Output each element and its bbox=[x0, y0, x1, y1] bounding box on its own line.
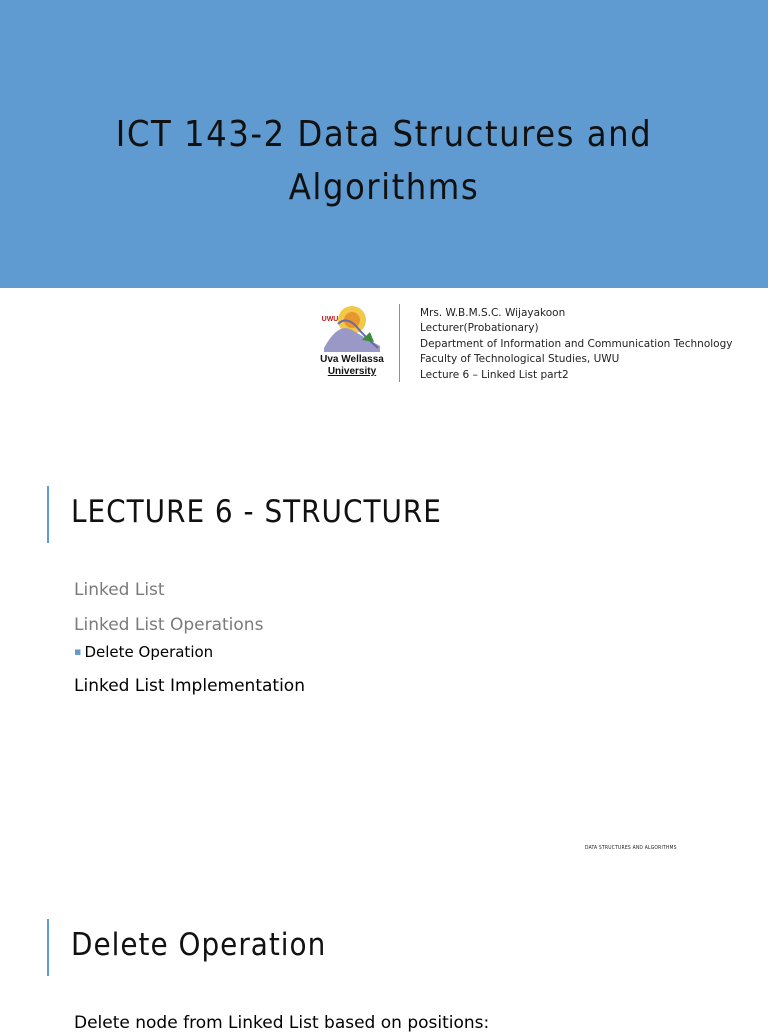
logo-abbreviation: UWU bbox=[321, 316, 339, 323]
logo-name-line-2: University bbox=[327, 366, 377, 377]
author-divider bbox=[399, 304, 400, 382]
author-position: Lecturer(Probationary) bbox=[420, 322, 539, 335]
outline-subitem-label: Delete Operation bbox=[84, 643, 214, 661]
outline-subitem-delete bbox=[74, 643, 213, 661]
slide-title bbox=[0, 108, 768, 214]
delete-operation-body: Delete node from Linked List based on positions: bbox=[74, 1013, 490, 1033]
outline-item-operations: Linked List Operations bbox=[74, 615, 264, 635]
heading-accent-bar bbox=[47, 486, 49, 543]
outline-item-implementation: Linked List Implementation bbox=[74, 676, 305, 696]
square-bullet-icon: ▪ bbox=[74, 645, 82, 658]
slide-title-line-1: ICT 143-2 Data Structures and bbox=[115, 114, 653, 155]
author-name: Mrs. W.B.M.S.C. Wijayakoon bbox=[420, 307, 566, 319]
outline-item-linked-list: Linked List bbox=[74, 580, 165, 600]
heading-accent-bar-2 bbox=[47, 919, 49, 976]
delete-operation-heading: Delete Operation bbox=[71, 927, 327, 963]
university-logo bbox=[318, 302, 386, 380]
university-logo-icon bbox=[318, 302, 386, 358]
slide-footer: DATA STRUCTURES AND ALGORITHMS bbox=[585, 845, 677, 851]
structure-heading: LECTURE 6 - STRUCTURE bbox=[71, 494, 442, 530]
logo-name-line-1: Uva Wellassa bbox=[320, 354, 384, 365]
author-faculty: Faculty of Technological Studies, UWU bbox=[420, 353, 620, 366]
lecture-label: Lecture 6 – Linked List part2 bbox=[420, 368, 569, 381]
slide-title-line-2: Algorithms bbox=[288, 167, 480, 208]
author-info bbox=[420, 306, 732, 383]
author-department: Department of Information and Communication Technology bbox=[420, 337, 733, 350]
